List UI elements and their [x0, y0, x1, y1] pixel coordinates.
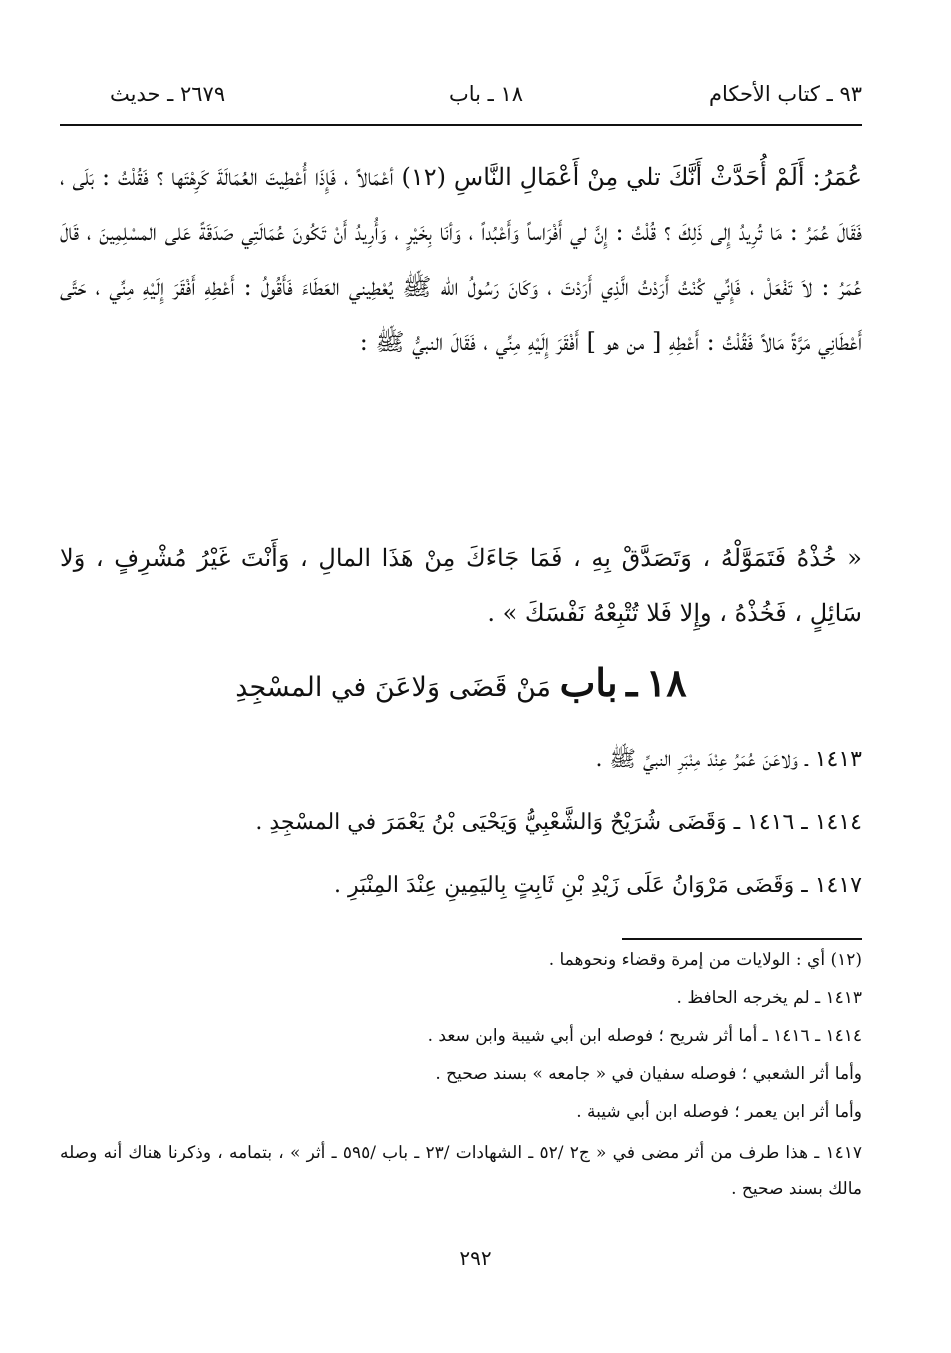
footnotes [60, 945, 862, 1207]
header-chapter: ١٨ ـ باب [448, 82, 524, 106]
footnote-divider [622, 938, 862, 940]
section-heading [60, 660, 862, 705]
athar-item-1414-1416: ١٤١٤ ـ ١٤١٦ ـ وَقَضَى شُرَيْحٌ وَالشَّعْبِيُّ وَيَحْيَى بْنُ يَعْمَرَ في المسْجِدِ . [255, 810, 862, 835]
footnote-1417: ١٤١٧ ـ هذا طرف من أثر مضى في « ج٢ /٥٢ ـ الشهادات /٢٣ ـ باب /٥٩٥ ـ أثر » ، بتمامه ، وذكرنا هناك أنه وصله مالك بسند صحيح . [60, 1143, 862, 1199]
footnote-1413: ١٤١٣ ـ لم يخرجه الحافظ . [676, 988, 862, 1008]
footnote-1414-1416: ١٤١٤ ـ ١٤١٦ ـ أما أثر شريح ؛ فوصله ابن أبي شيبة وابن سعد . [427, 1026, 862, 1046]
prophet-quote: « خُذْهُ فَتَمَوَّلْهُ ، وَتَصَدَّقْ بِهِ ، فَمَا جَاءَكَ مِنْ هَذَا المالِ ، وَأَنْتَ غَيْرُ مُشْرِفٍ ، وَلا سَائِلٍ ، فَخُذْهُ ، وإِلا فَلا تُتْبِعْهُ نَفْسَكَ » . [60, 544, 862, 627]
footnote-ibn-yamar: وأما أثر ابن يعمر ؛ فوصله ابن أبي شيبة . [576, 1102, 862, 1122]
header-hadith-range: ٢٦٧٩ ـ حديث [110, 82, 226, 106]
athar-item-1417: ١٤١٧ ـ وَقَضَى مَرْوَانُ عَلَى زَيْدِ بْنِ ثَابِتٍ بِاليَمِينِ عِنْدَ المِنْبَرِ . [334, 873, 862, 898]
page-number: ٢٩٢ [459, 1246, 492, 1270]
running-header [110, 82, 862, 116]
athar-list [60, 740, 862, 929]
header-divider [60, 124, 862, 126]
athar-item-1413: ١٤١٣ ـ وَلاعَنَ عُمَرُ عِنْدَ مِنْبَرِ النبيِّ ﷺ . [595, 747, 862, 772]
footnote-shabi: وأما أثر الشعبي ؛ فوصله سفيان في « جامعه » بسند صحيح . [435, 1064, 862, 1084]
section-title: مَنْ قَضَى وَلاعَنَ في المسْجِدِ [235, 672, 552, 703]
section-bab-label: باب [559, 660, 618, 705]
section-dash: ـ [626, 660, 638, 705]
hadith-paragraph: عُمَرُ: أَلَمْ أُحَدَّثْ أَنَّكَ تلي مِنْ أَعْمَالِ النَّاسِ (١٢) أعْمَالاً ، فَإِذَا أُعْطِيتَ العُمَالَةَ كَرِهْتَها ؟ فَقُلْتُ : بَلَى ، فَقَالَ عُمَرُ : مَا تُرِيدُ إِلى ذَلِكَ ؟ قُلْتُ : إِنَّ لي أَفْرَاساً وَأَعْبُداً ، وَأنَا بِخَيْرٍ ، وَأُرِيدُ أَنْ تَكُونَ عُمَالَتِي صَدَقَةً عَلى المسْلِمِينَ ، قَالَ عُمَرُ : لاَ تَفْعَلْ ، فَإِنِّي كُنْتُ أَرَدْتُ الَّذِي أَرَدْتَ ، وَكَانَ رَسُولُ الله ﷺ يُعْطِيني العَطَاءَ فَأَقُولُ : أَعْطِهِ أَفْقَرَ إِلَيْهِ مِنِّي ، حَتَّى أَعْطَانِي مَرَّةً مَالاً فَقُلْتُ : أَعْطِهِ [ من هو ] أَفْقَرَ إِلَيْهِ مِنِّي ، فَقَالَ النبيُّ ﷺ : [60, 163, 863, 356]
header-book-title: ٩٣ ـ كتاب الأحكام [708, 82, 862, 106]
footnote-12: (١٢) أي : الولايات من إمرة وقضاء ونحوهما . [548, 950, 862, 970]
section-number: ١٨ [645, 660, 687, 705]
